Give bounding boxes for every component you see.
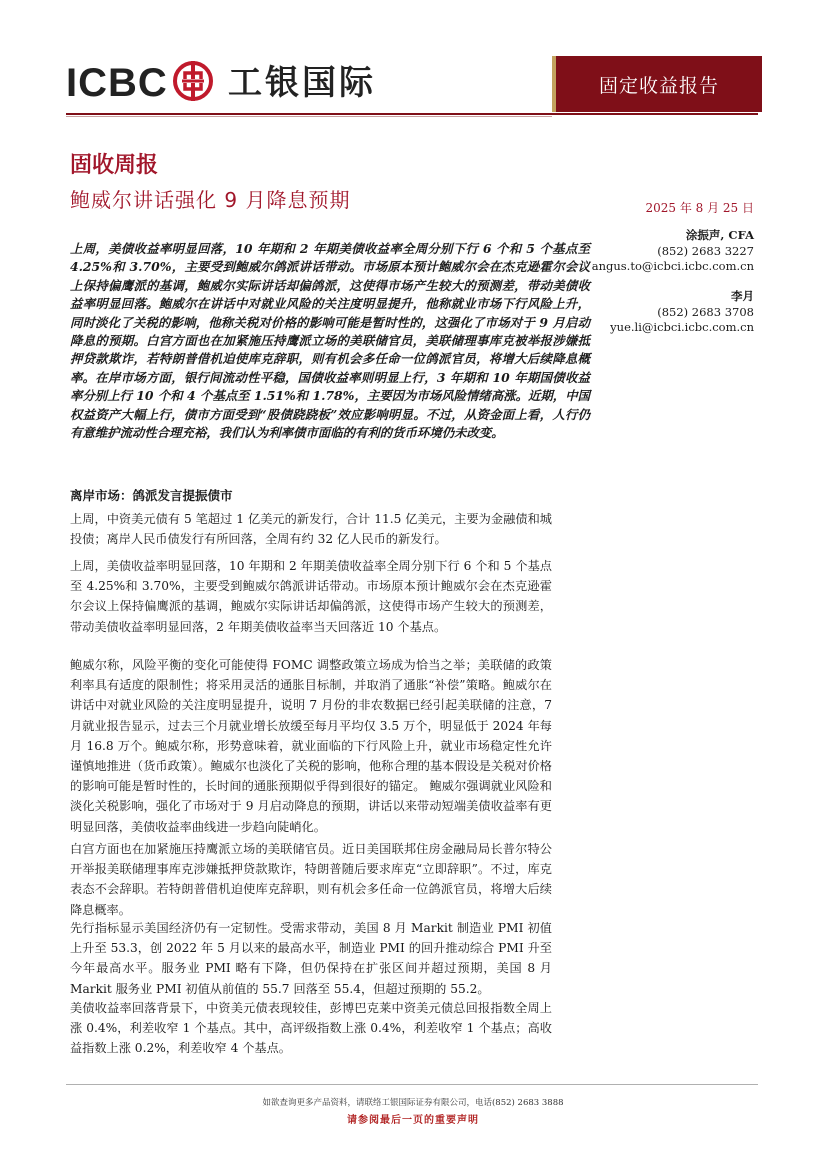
report-subtitle: 鲍威尔讲话强化 9 月降息预期 — [70, 188, 351, 212]
report-type-banner — [552, 56, 762, 112]
footer-contact: 如欲查询更多产品资料，请联络工银国际证券有限公司，电话(852) 2683 3888 — [262, 1098, 564, 1108]
report-date: 2025 年 8 月 25 日 — [645, 201, 754, 215]
author-email[interactable]: angus.to@icbci.icbc.com.cn — [591, 259, 754, 273]
author-email[interactable]: yue.li@icbci.icbc.com.cn — [610, 320, 754, 334]
footer-divider — [66, 1084, 758, 1085]
body-paragraph: 上周，中资美元债有 5 笔超过 1 亿美元的新发行，合计 11.5 亿美元，主要为金融债和城投债；离岸人民币债发行有所回落，全周有约 32 亿人民币的新发行。 — [70, 512, 552, 547]
executive-summary: 上周，美债收益率明显回落，10 年期和 2 年期美债收益率全周分别下行 6 个和 5 个基点至 4.25%和 3.70%，主要受到鲍威尔鸽派讲话带动。市场原本预计鲍威尔会在杰克逊霍尔会议上保持偏鹰派的基调，鲍威尔实际讲话却偏鸽派，这使得市场产生较大的预测差，带动美债收益率明显回落。鲍威尔在讲话中对就业风险的关注度明显提升，他称就业市场下行风险上升，同时淡化了关税的影响，他称关税对价格的影响可能是暂时性的，这强化了市场对于 9 月启动降息的预期。白宫方面也在加紧施压持鹰派立场的美联储官员，美联储理事库克被举报涉嫌抵押贷款欺诈，若特朗普借机迫使库克辞职，则有机会多任命一位鸽派官员，将增大后续降息概率。在岸市场方面，银行间流动性平稳，国债收益率则明显上行，3 年期和 10 年期国债收益率分别上行 10 个和 4 个基点至 1.51%和 1.78%，主要因为市场风险情绪高涨。近期，中国权益资产大幅上行，债市方面受到“股债跷跷板”效应影响明显。不过，从资金面上看，人行仍有意维护流动性合理充裕，我们认为利率债市面临的有利的货币环境仍未改变。 — [70, 241, 590, 441]
report-type-label: 固定收益报告 — [598, 74, 719, 97]
author-name: 李月 — [731, 289, 754, 303]
icbci-chinese-logo: 工银国际 — [228, 63, 376, 103]
author-name: 涂振声, CFA — [685, 228, 754, 242]
section-heading: 离岸市场：鸽派发言提振债市 — [70, 488, 233, 503]
body-paragraph: 上周，美债收益率明显回落，10 年期和 2 年期美债收益率全周分别下行 6 个和 5 个基点至 4.25%和 3.70%，主要受到鲍威尔鸽派讲话带动。市场原本预计鲍威尔会在杰克逊霍尔会议上保持偏鹰派的基调，鲍威尔实际讲话却偏鸽派，这使得市场产生较大的预测差，带动美债收益率明显回落，2 年期美债收益率当天回落近 10 个基点。 — [70, 559, 552, 634]
icbc-emblem-icon — [172, 58, 214, 104]
author-phone: (852) 2683 3708 — [657, 304, 754, 319]
author-block — [610, 289, 754, 336]
body-paragraph: 白宫方面也在加紧施压持鹰派立场的美联储官员。近日美国联邦住房金融局局长普尔特公开举报美联储理事库克涉嫌抵押贷款欺诈，特朗普随后要求库克“立即辞职”。不过，库克表态不会辞职。若特朗普借机迫使库克辞职，则有机会多任命一位鸽派官员，将增大后续降息概率。 — [70, 842, 552, 917]
author-phone: (852) 2683 3227 — [657, 243, 754, 258]
header-divider — [66, 113, 758, 115]
icbc-logo-text: ICBC — [66, 61, 168, 105]
header-divider-thin — [66, 116, 552, 117]
body-paragraph: 鲍威尔称，风险平衡的变化可能使得 FOMC 调整政策立场成为恰当之举；美联储的政策利率具有适度的限制性；将采用灵活的通胀目标制，并取消了通胀“补偿”策略。鲍威尔在讲话中对就业风险的关注度明显提升，说明 7 月份的非农数据已经引起美联储的注意，7 月就业报告显示，过去三个月就业增长放缓至每月平均仅 3.5 万个，明显低于 2024 年每月 16.8 万个。鲍威尔称，形势意味着，就业面临的下行风险上升，就业市场稳定性允许谨慎地推进（货币政策）。鲍威尔也淡化了关税的影响，他称合理的基本假设是关税对价格的影响可能是暂时性的，长时间的通胀预期似乎得到很好的锚定。 鲍威尔强调就业风险和淡化关税影响，强化了市场对于 9 月启动降息的预期，讲话以来带动短端美债收益率有更明显回落，美债收益率曲线进一步趋向陡峭化。 — [70, 658, 552, 834]
body-paragraph: 美债收益率回落背景下，中资美元债表现较佳，彭博巴克莱中资美元债总回报指数全周上涨 0.4%，利差收窄 1 个基点。其中，高评级指数上涨 0.4%，利差收窄 1 个基点；高收益指数上涨 0.2%，利差收窄 4 个基点。 — [70, 1001, 552, 1056]
author-block — [592, 228, 754, 275]
report-title: 固收周报 — [70, 153, 159, 178]
body-paragraph: 先行指标显示美国经济仍有一定韧性。受需求带动，美国 8 月 Markit 制造业 PMI 初值上升至 53.3，创 2022 年 5 月以来的最高水平，制造业 PMI 的回升推动综合 PMI 升至今年最高水平。服务业 PMI 略有下降，但仍保持在扩张区间并超过预期，美国 8 月 Markit 服务业 PMI 初值从前值的 55.7 回落至 55.4，但超过预期的 55.2。 — [70, 921, 552, 996]
footer-disclaimer[interactable]: 请参阅最后一页的重要声明 — [347, 1115, 479, 1126]
